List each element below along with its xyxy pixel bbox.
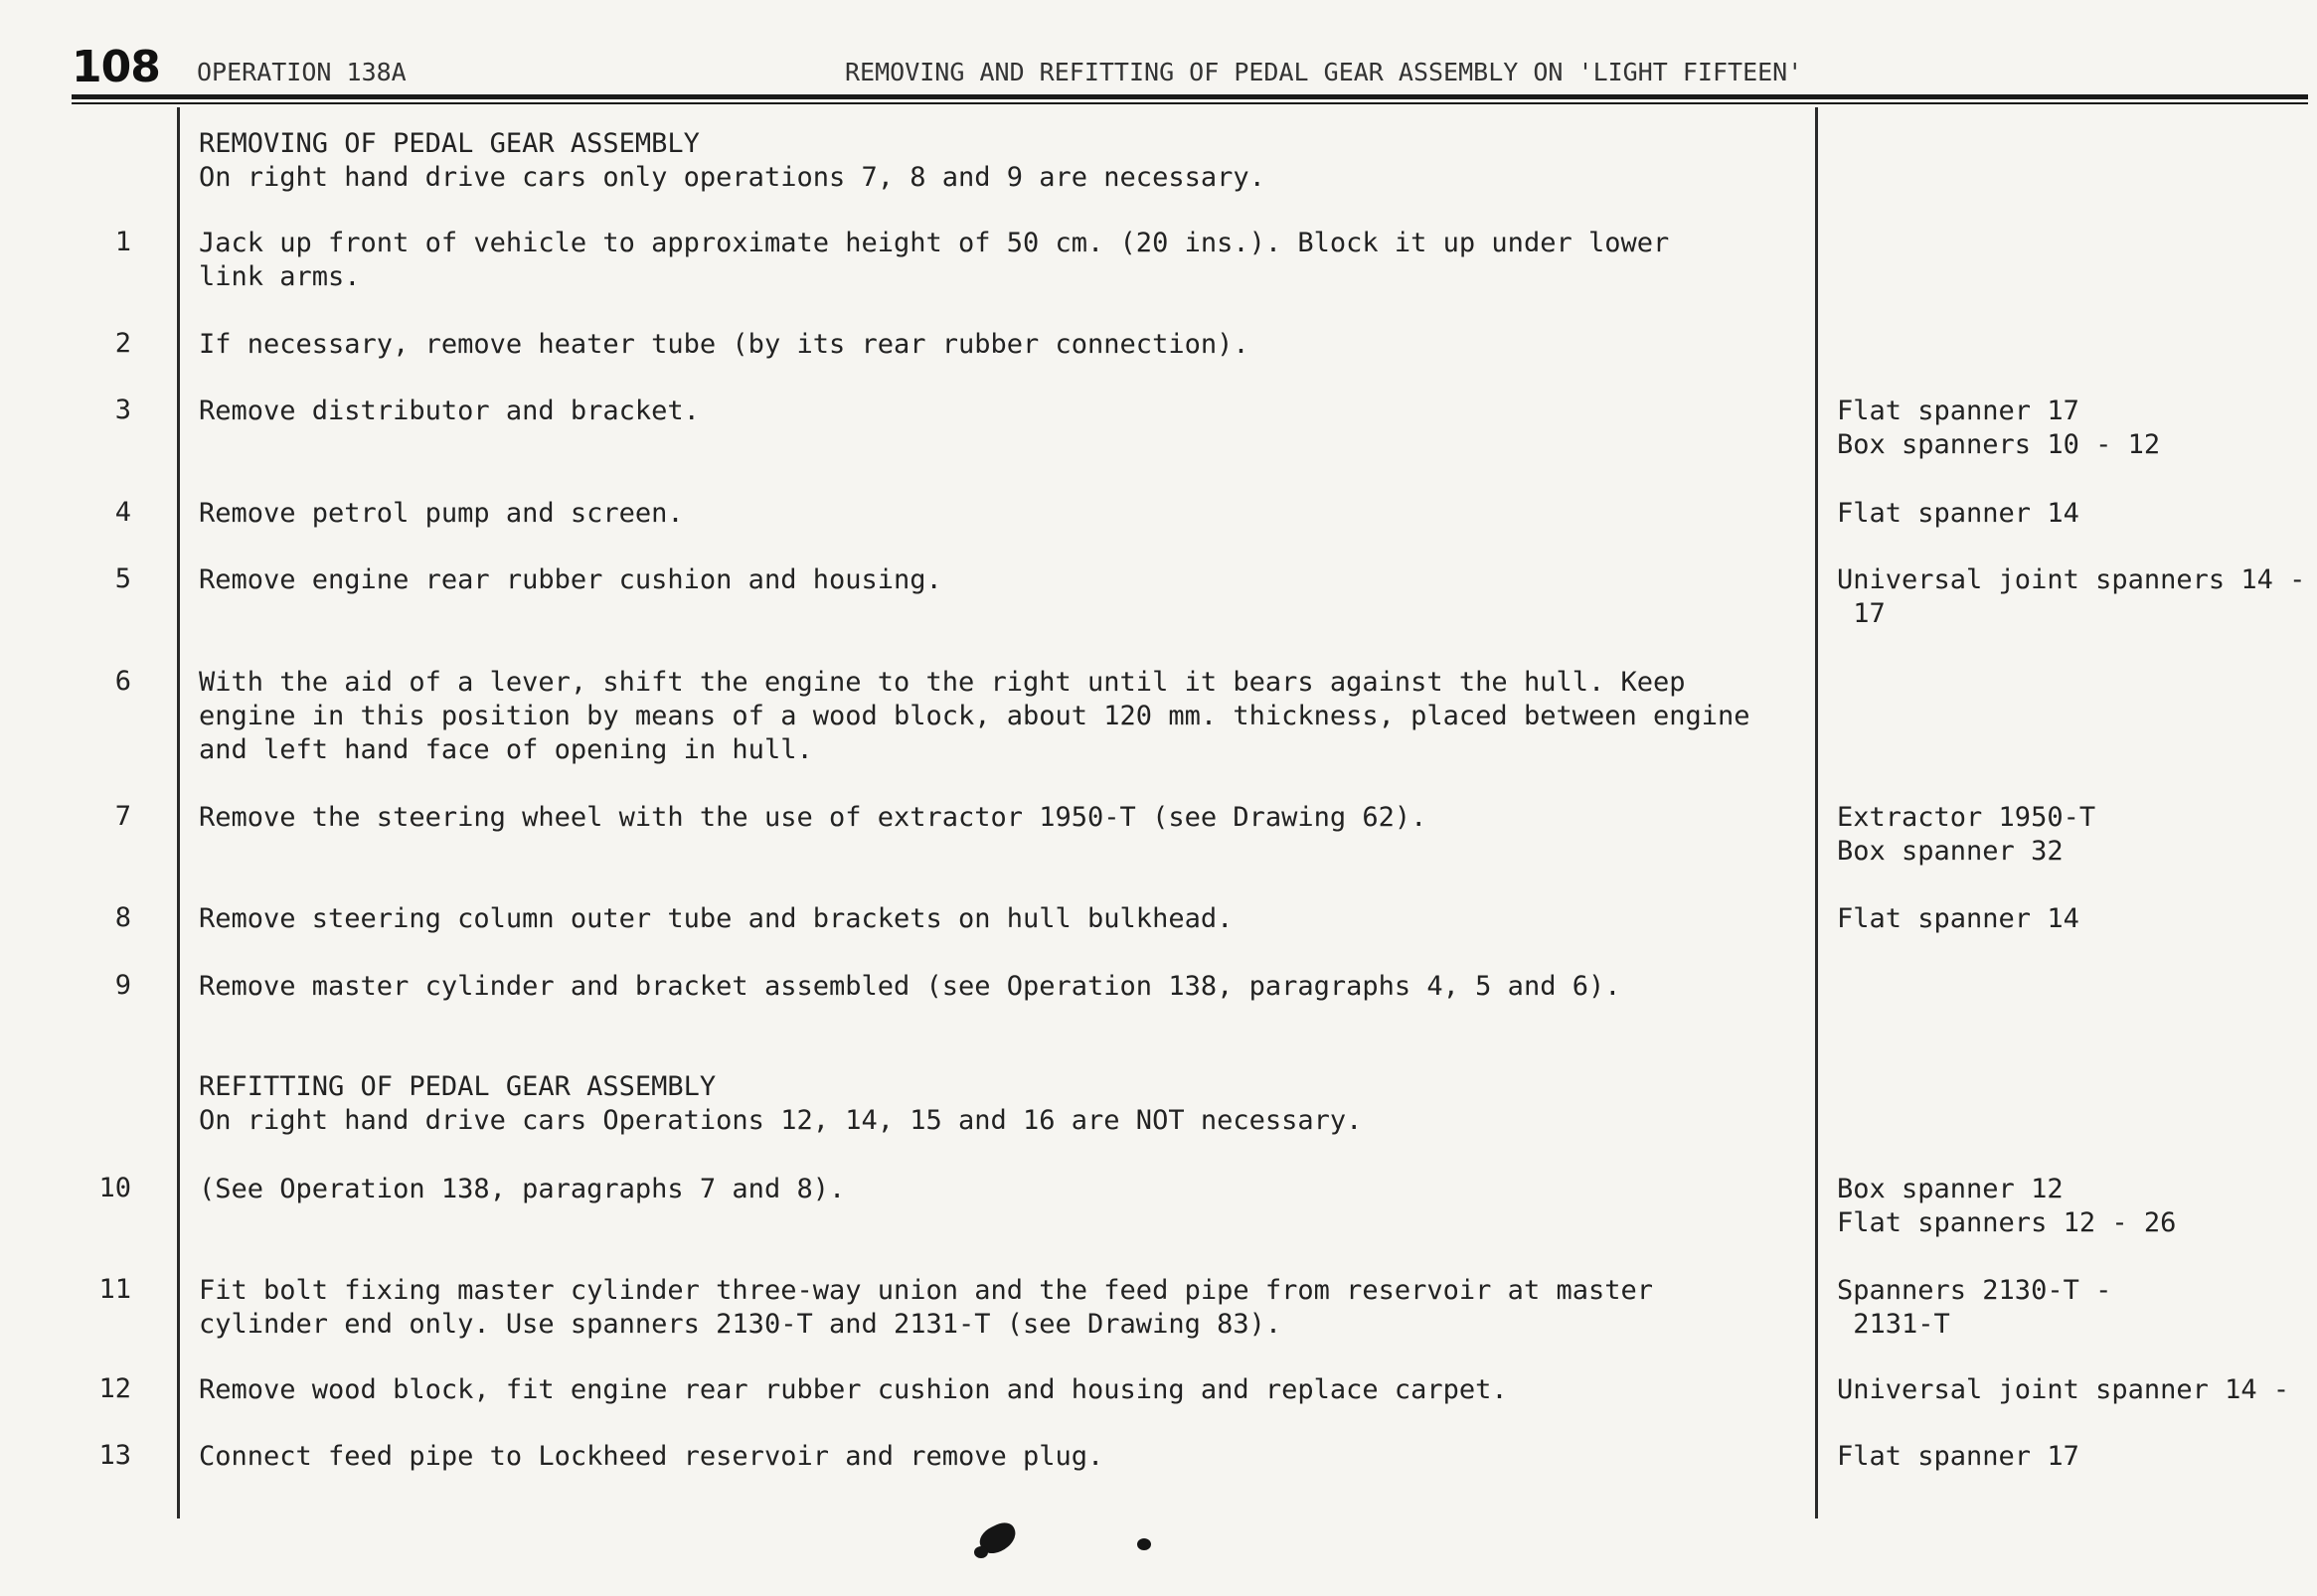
- step-text: Remove petrol pump and screen.: [199, 498, 684, 529]
- page-title: REMOVING AND REFITTING OF PEDAL GEAR ASSEMBLY ON 'LIGHT FIFTEEN': [845, 58, 1803, 86]
- tool-entry: Box spanner 12: [1837, 1174, 2064, 1204]
- step-number: 11: [98, 1274, 131, 1305]
- tool-entry: Flat spanner 14: [1837, 498, 2079, 529]
- step-number: 13: [98, 1440, 131, 1471]
- step-number: 3: [114, 395, 131, 425]
- tools-column-divider: [1815, 107, 1818, 1518]
- step-text: Remove wood block, fit engine rear rubber cushion and housing and replace carpet.: [199, 1374, 1508, 1405]
- step-number: 6: [114, 666, 131, 697]
- step-text: With the aid of a lever, shift the engine to the right until it bears against the hull. Keep: [199, 667, 1686, 698]
- ink-blot: [974, 1546, 988, 1558]
- section-note-removing: On right hand drive cars only operations 7, 8 and 9 are necessary.: [199, 162, 1265, 193]
- step-text: If necessary, remove heater tube (by its rear rubber connection).: [199, 329, 1249, 360]
- tool-entry: Flat spanner 17: [1837, 396, 2079, 426]
- step-text: Fit bolt fixing master cylinder three-way union and the feed pipe from reservoir at master: [199, 1275, 1653, 1306]
- step-text: Jack up front of vehicle to approximate height of 50 cm. (20 ins.). Block it up under lower: [199, 228, 1670, 258]
- step-text: engine in this position by means of a wood block, about 120 mm. thickness, placed between engine: [199, 701, 1750, 731]
- step-text: and left hand face of opening in hull.: [199, 734, 813, 765]
- step-text: link arms.: [199, 261, 361, 292]
- page-number: 108: [72, 42, 160, 92]
- tool-entry: 17: [1837, 598, 1886, 629]
- section-note-refitting: On right hand drive cars Operations 12, 14, 15 and 16 are NOT necessary.: [199, 1105, 1363, 1136]
- step-text: Remove master cylinder and bracket assembled (see Operation 138, paragraphs 4, 5 and 6).: [199, 971, 1621, 1002]
- tool-entry: Box spanners 10 - 12: [1837, 429, 2161, 460]
- tool-entry: 2131-T: [1837, 1309, 1950, 1340]
- section-heading-refitting: REFITTING OF PEDAL GEAR ASSEMBLY: [199, 1071, 717, 1102]
- tool-entry: Flat spanners 12 - 26: [1837, 1207, 2177, 1238]
- tool-entry: Spanners 2130-T -: [1837, 1275, 2112, 1306]
- header-rule-thick: [72, 94, 2308, 99]
- step-text: Remove steering column outer tube and brackets on hull bulkhead.: [199, 903, 1234, 934]
- section-heading-removing: REMOVING OF PEDAL GEAR ASSEMBLY: [199, 128, 700, 159]
- step-number: 8: [114, 902, 131, 933]
- number-column-divider: [177, 107, 180, 1518]
- step-text: cylinder end only. Use spanners 2130-T and 2131-T (see Drawing 83).: [199, 1309, 1282, 1340]
- step-number: 2: [114, 328, 131, 359]
- step-text: Remove distributor and bracket.: [199, 396, 700, 426]
- tool-entry: Extractor 1950-T: [1837, 802, 2096, 833]
- step-text: Connect feed pipe to Lockheed reservoir and remove plug.: [199, 1441, 1104, 1472]
- step-number: 9: [114, 970, 131, 1001]
- tool-entry: Universal joint spanners 14 -: [1837, 564, 2306, 595]
- step-text: Remove engine rear rubber cushion and housing.: [199, 564, 942, 595]
- step-number: 1: [114, 227, 131, 257]
- operation-label: OPERATION 138A: [197, 58, 407, 86]
- tool-entry: Box spanner 32: [1837, 836, 2064, 867]
- step-number: 5: [114, 563, 131, 594]
- header-rule-thin: [72, 102, 2308, 104]
- step-number: 10: [98, 1173, 131, 1203]
- step-number: 7: [114, 801, 131, 832]
- tool-entry: Flat spanner 17: [1837, 1441, 2079, 1472]
- tool-entry: Universal joint spanner 14 -: [1837, 1374, 2290, 1405]
- step-text: Remove the steering wheel with the use of extractor 1950-T (see Drawing 62).: [199, 802, 1427, 833]
- step-number: 4: [114, 497, 131, 528]
- step-number: 12: [98, 1373, 131, 1404]
- tool-entry: Flat spanner 14: [1837, 903, 2079, 934]
- step-text: (See Operation 138, paragraphs 7 and 8).: [199, 1174, 846, 1204]
- ink-speck: [1137, 1538, 1151, 1550]
